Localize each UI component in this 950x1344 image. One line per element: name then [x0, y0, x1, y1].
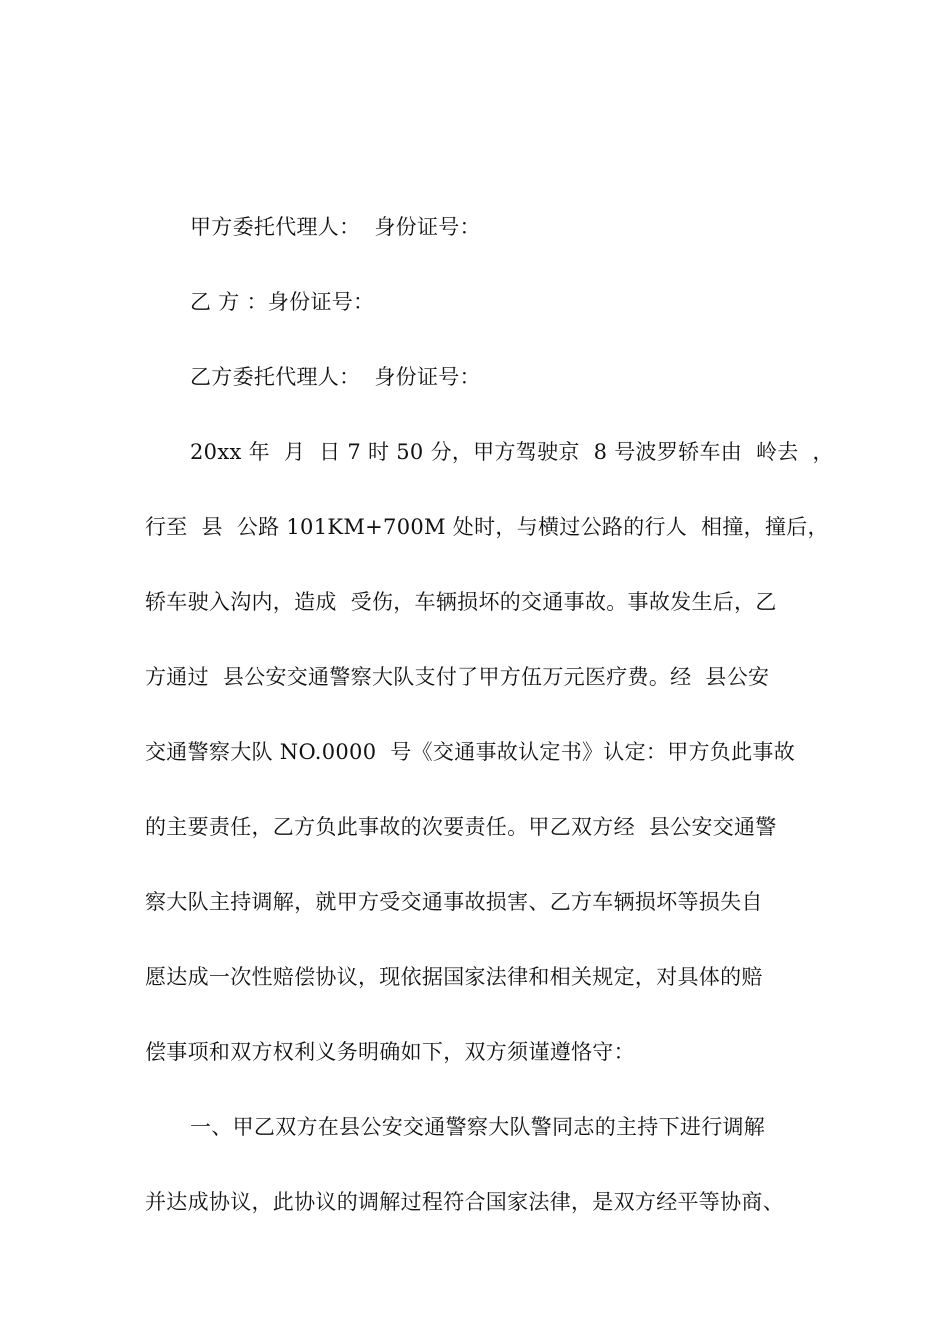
party-b-line: 乙 方 ：身份证号：	[190, 290, 375, 314]
paragraph-line: 偿事项和双方权利义务明确如下，双方须谨遵恪守：	[145, 1040, 635, 1064]
party-a-agent-line: 甲方委托代理人： 身份证号：	[190, 215, 481, 239]
paragraph-line: 20xx 年 月 日 7 时 50 分，甲方驾驶京 8 号波罗轿车由 岭去 ，	[190, 440, 834, 464]
clause-one-line: 一、甲乙双方在县公安交通警察大队警同志的主持下进行调解	[190, 1115, 766, 1139]
paragraph-line: 方通过 县公安交通警察大队支付了甲方伍万元医疗费。经 县公安	[145, 665, 770, 689]
paragraph-line: 的主要责任，乙方负此事故的次要责任。甲乙双方经 县公安交通警	[145, 815, 777, 839]
paragraph-line: 愿达成一次性赔偿协议，现依据国家法律和相关规定，对具体的赔	[145, 965, 763, 989]
clause-one-line: 并达成协议，此协议的调解过程符合国家法律，是双方经平等协商、	[145, 1190, 784, 1214]
document-body	[145, 207, 834, 1257]
party-b-agent-line: 乙方委托代理人： 身份证号：	[190, 365, 481, 389]
paragraph-line: 行至 县 公路 101KM+700M 处时，与横过公路的行人 相撞，撞后，	[145, 515, 829, 539]
paragraph-line: 察大队主持调解，就甲方受交通事故损害、乙方车辆损坏等损失自	[145, 890, 763, 914]
paragraph-line: 交通警察大队 NO.0000 号《交通事故认定书》认定：甲方负此事故	[145, 740, 796, 764]
paragraph-line: 轿车驶入沟内，造成 受伤，车辆损坏的交通事故。事故发生后，乙	[145, 590, 777, 614]
